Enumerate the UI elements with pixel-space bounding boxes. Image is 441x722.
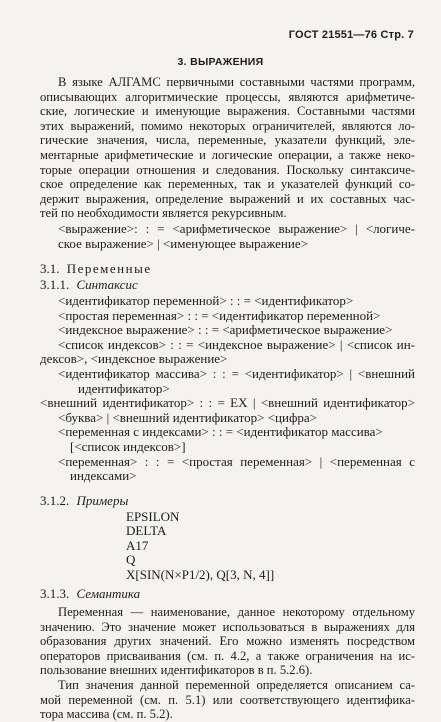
syntax-line: <переменная с индексами> : : = <идентификатор массива> <box>58 424 383 440</box>
text-line: ментарные арифметические и логические операции, а также неко- <box>40 147 415 162</box>
text-line: ское определение как переменных, так и указателей функций со- <box>40 177 415 192</box>
subsection-3-1-2-heading <box>40 494 415 511</box>
syntax-line: <идентификатор массива> : : = <идентификатор> | <внешний <box>58 365 415 381</box>
example-item: Q <box>126 552 136 568</box>
example-item: A17 <box>126 537 149 553</box>
syntax-line: индексами> <box>70 468 137 484</box>
text-line: держит выражения, определение выражений и их составных час- <box>40 191 415 206</box>
subsection-3-1-3-heading <box>40 587 415 604</box>
text-line: тей по необходимости является рекурсивным. <box>40 206 287 221</box>
example-item: DELTA <box>126 523 167 539</box>
expression-definition <box>40 222 415 251</box>
syntax-line: <простая переменная> : : = <идентификатор переменной> <box>58 307 381 323</box>
syntax-line: [<список индексов>] <box>70 438 186 454</box>
example-item: EPSILON <box>126 509 180 524</box>
subsection-title: Примеры <box>76 493 129 508</box>
syntax-line: ское выражение> | <именующее выражение> <box>58 235 308 251</box>
subsection-title: Семантика <box>76 586 141 601</box>
text-line: гические значения, числа, переменные, указатели функций, эле- <box>40 133 415 148</box>
syntax-line: <выражение>: : = <арифметическое выражение> | <логиче- <box>58 221 415 236</box>
text-line: пользование внешних идентификаторов в п. 5.2.6). <box>40 663 313 678</box>
text-line: описывающих алгоритмические процессы, являются арифметиче- <box>40 89 415 104</box>
syntax-line: <переменная> : : = <простая переменная> | <переменная с <box>58 453 415 469</box>
page-header: ГОСТ 21551—76 Стр. 7 <box>288 29 414 41</box>
semantics-paragraph <box>40 605 415 722</box>
syntax-rules <box>40 294 415 484</box>
subsection-number: 3.1. <box>40 261 60 276</box>
subsection-number: 3.1.3. <box>40 586 70 601</box>
text-line: Переменная — наименование, данное некоторому отдельному <box>58 605 415 619</box>
text-line: торые операции отношения и следования. Поскольку синтаксиче- <box>40 162 415 177</box>
syntax-line: <идентификатор переменной> : : = <идентификатор> <box>58 293 354 308</box>
text-line: значению. Это значение может использоваться в выражениях для <box>40 619 415 634</box>
text-line: операторов присваивания (см. п. 4.2, а также ограничения на ис- <box>40 648 415 663</box>
examples-list <box>126 510 274 582</box>
syntax-line: <список индексов> : : = <индексное выражение> | <список ин- <box>58 336 415 352</box>
text-line: образования других значений. Его можно изменять посредством <box>40 634 415 649</box>
subsection-number: 3.1.1. <box>40 277 70 292</box>
section-title: 3. ВЫРАЖЕНИЯ <box>177 56 264 68</box>
subsection-number: 3.1.2. <box>40 493 70 508</box>
syntax-line: <буква> | <внешний идентификатор> <цифра> <box>58 409 317 425</box>
syntax-line: идентификатор> <box>78 380 170 396</box>
text-line: мой переменной (см. п. 5.1) или соответствующего идентифика- <box>40 692 415 707</box>
text-line: ские, логические и именующие выражения. Составными частями <box>40 104 415 119</box>
text-line: тора массива (см. п. 5.2). <box>40 707 173 722</box>
syntax-line: <внешний идентификатор> : : = EX | <внешний идентификатор> <box>40 395 415 411</box>
subsection-title: Переменные <box>66 261 152 276</box>
text-line: Тип значения данной переменной определяется описанием са- <box>58 677 415 692</box>
text-line: В языке АЛГАМС первичными составными частями программ, <box>58 75 415 89</box>
syntax-line: <индексное выражение> : : = <арифметическое выражение> <box>58 322 393 338</box>
subsection-title: Синтаксис <box>76 277 138 292</box>
example-item: X[SIN(N×P1/2), Q[3, N, 4]] <box>126 566 275 582</box>
syntax-line: дексов>, <индексное выражение> <box>40 351 228 367</box>
intro-paragraph <box>40 75 415 221</box>
text-line: этих выражений, помимо некоторых ограничителей, являются ло- <box>40 118 415 133</box>
